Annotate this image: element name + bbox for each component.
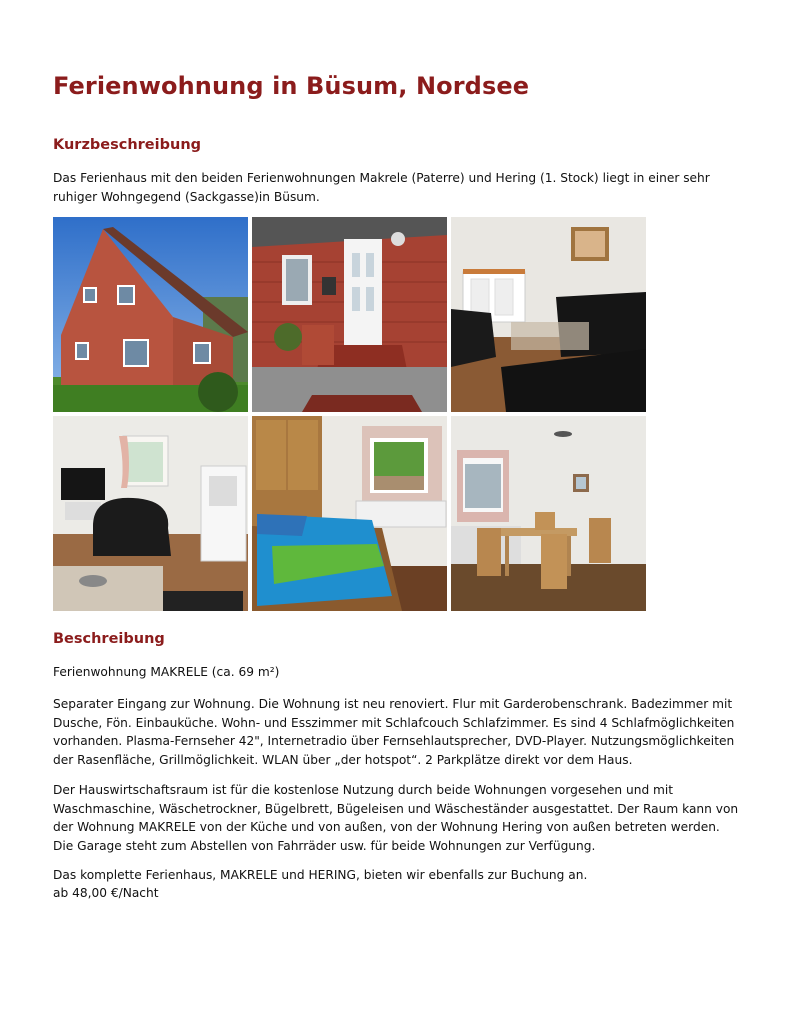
entrance-door-image	[252, 217, 447, 412]
photo-bedroom[interactable]	[252, 416, 447, 611]
living-room-sofa-image	[451, 217, 646, 412]
photo-gallery	[53, 217, 647, 612]
photo-living-room-sofa[interactable]	[451, 217, 646, 412]
photo-living-room-tv[interactable]	[53, 416, 248, 611]
price-line: ab 48,00 €/Nacht	[53, 886, 159, 900]
apartment-size: Ferienwohnung MAKRELE (ca. 69 m²)	[53, 665, 280, 679]
dining-room-image	[451, 416, 646, 611]
photo-dining-room[interactable]	[451, 416, 646, 611]
heading-kurzbeschreibung: Kurzbeschreibung	[53, 137, 202, 153]
house-exterior-image	[53, 217, 248, 412]
utility-room-paragraph: Der Hauswirtschaftsraum ist für die kostenlose Nutzung durch beide Wohnungen vorgesehen und mit Waschmaschine, Wäschetrockner, Bügelbrett, Bügeleisen und Wäscheständer ausgestattet. Der Raum kann von der Wohnung MAKRELE von der Küche und von außen, von der Wohnung Hering von außen betreten werden. Die Garage steht zum Abstellen von Fahrräder usw. für beide Wohnungen zur Verfügung.	[53, 783, 739, 853]
intro-paragraph: Das Ferienhaus mit den beiden Ferienwohnungen Makrele (Paterre) und Hering (1. Stock) liegt in einer sehr ruhiger Wohngegend (Sackgasse)in Büsum.	[53, 171, 710, 204]
apartment-details: Separater Eingang zur Wohnung. Die Wohnung ist neu renoviert. Flur mit Garderobenschrank. Badezimmer mit Dusche, Fön. Einbauküche. Wohn- und Esszimmer mit Schlafcouch Schlafzimmer. Es sind 4 Schlafmöglichkeiten vorhanden. Plasma-Fernseher 42", Internetradio über Fernsehlautsprecher, DVD-Player. Nutzungsmöglichkeiten der Rasenfläche, Grillmöglichkeit. WLAN über „der hotspot“. 2 Parkplätze direkt vor dem Haus.	[53, 697, 735, 767]
living-room-tv-image	[53, 416, 248, 611]
heading-beschreibung: Beschreibung	[53, 631, 165, 647]
page-title: Ferienwohnung in Büsum, Nordsee	[53, 72, 530, 100]
complete-house-paragraph: Das komplette Ferienhaus, MAKRELE und HERING, bieten wir ebenfalls zur Buchung an.	[53, 868, 588, 882]
bedroom-image	[252, 416, 447, 611]
photo-house-exterior[interactable]	[53, 217, 248, 412]
photo-entrance-door[interactable]	[252, 217, 447, 412]
